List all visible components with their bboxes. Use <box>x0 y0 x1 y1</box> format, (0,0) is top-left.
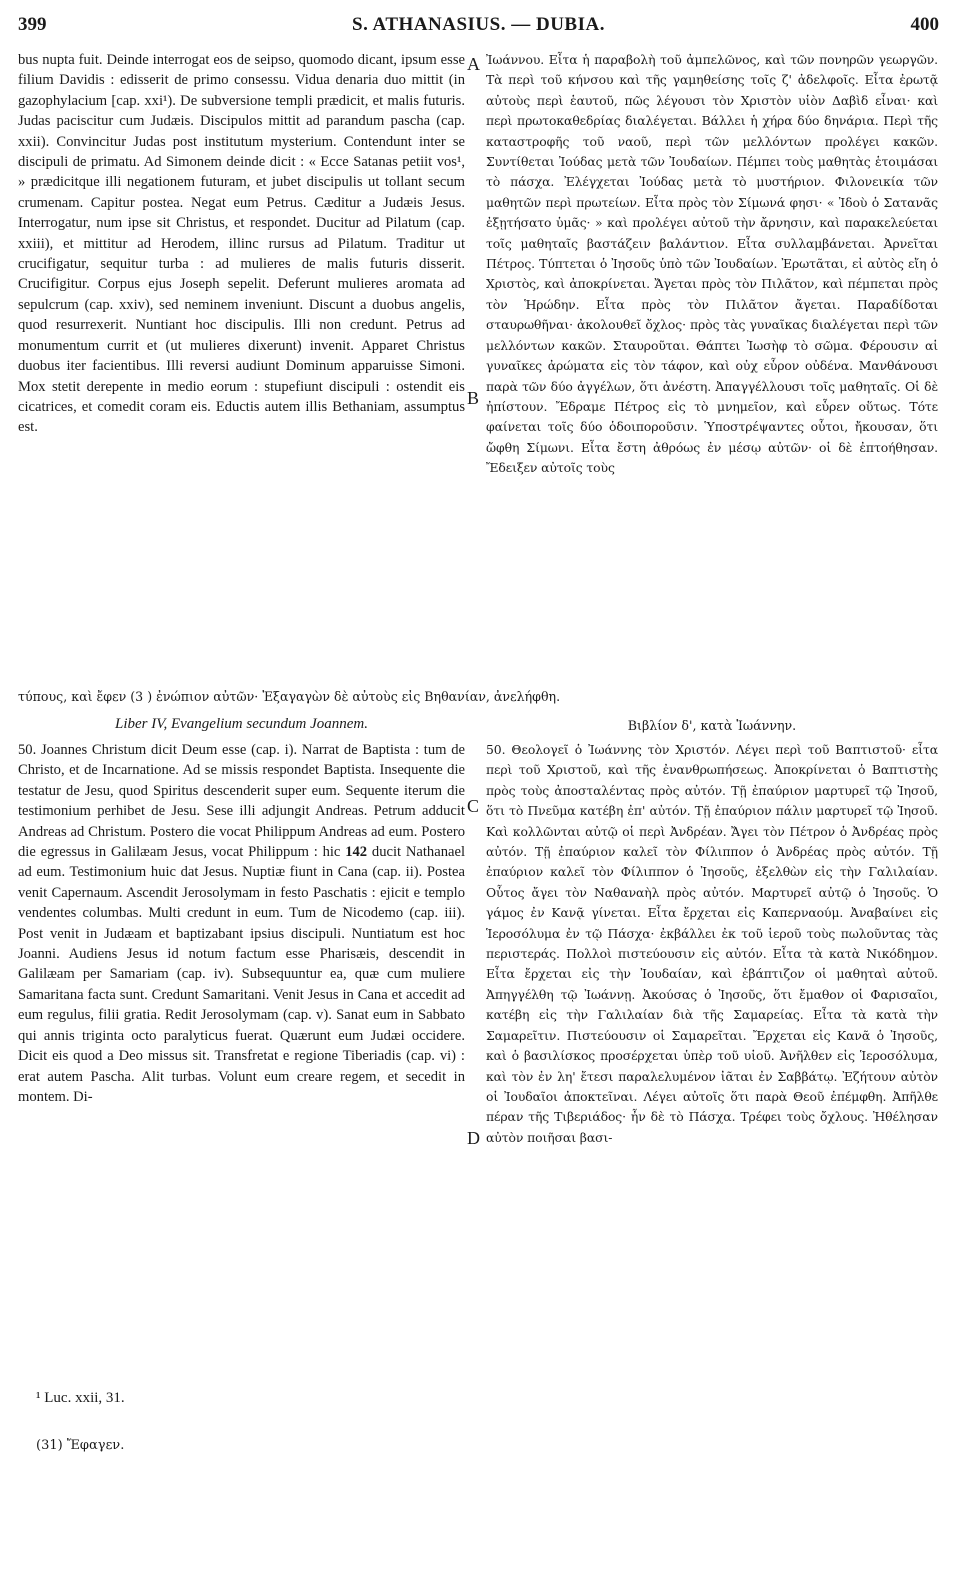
book-heading-greek: Βιβλίον δ', κατὰ Ἰωάννην. <box>627 718 797 733</box>
greek-paragraph-top: Ἰωάννου. Εἶτα ἡ παραβολὴ τοῦ ἀμπελῶνος, καὶ τῶν πονηρῶν γεωργῶν. Τὰ περὶ τοῦ κήνσου καὶ τῆς γαμηθείσης τοῖς ζ' ἀδελφοῖς. Εἶτα ἐρωτᾷ αὐτοὺς περὶ ἑαυτοῦ, πῶς λέγουσι τὸν Χριστὸν υἱὸν Δαβὶδ εἶναι· καὶ περὶ πρωτοκαθεδρίας διαλέγεται. Βάλλει ἡ χήρα δύο δηνάρια. Περὶ τῆς καταστροφῆς τοῦ ναοῦ, περὶ τῶν μελλόντων προλέγει κακῶν. Συντίθεται Ἰούδας μετὰ τῶν Ἰουδαίων. Πέμπει τοὺς μαθητὰς ἑτοιμάσαι τὸ πάσχα. Ἐλέγχεται Ἰούδας μετὰ τὸ μυστήριον. Φιλονεικία τῶν μαθητῶν περὶ πρωτείων. Εἶτα πρὸς τὸν Σίμωνά φησι· « Ἰδοὺ ὁ Σατανᾶς ἐξῃτήσατο ὑμᾶς· » καὶ προλέγει αὐτοῦ τὴν ἄρνησιν, καὶ παρακελεύεται τοῖς μαθηταῖς βαστάζειν βαλάντιον. Εἶτα συλλαμβάνεται. Ἀρνεῖται Πέτρος. Τύπτεται ὁ Ἰησοῦς ὑπὸ τῶν Ἰουδαίων. Ἐρωτᾶται, εἰ αὐτὸς εἴη ὁ Χριστὸς, καὶ ἀποκρίνεται. Ἄγεται πρὸς τὸν Πιλᾶτον, καὶ πέμπεται πρὸς τὸν Ἡρώδην. Εἶτα πρὸς τὸν Πιλᾶτον ἄγεται. Παραδίδοται σταυρωθῆναι· ἀκολουθεῖ ὄχλος· πρὸς τὰς γυναῖκας διαλέγεται περὶ τῶν μελλόντων κακῶν. Σταυροῦται. Θάπτει Ἰωσὴφ τὸ σῶμα. Φέρουσιν αἱ γυναῖκες ἀρώματα εἰς τὸν τάφον, καὶ οὐχ εὗρον οὐδένα. Μανθάνουσι παρὰ τῶν δύο ἀγγέλων, ὅτι ἀνέστη. Ἀπαγγέλλουσι τοῖς μαθηταῖς. Οἱ δὲ ἠπίστουν. Ἔδραμε Πέτρος εἰς τὸ μνημεῖον, καὶ εὗρεν οὕτως. Τότε φαίνεται τοῖς δύο ὁδοιποροῦσιν. Ὑποστρέψαντες οὗτοι, ἤκουσαν, ὅτι ὤφθη Σίμωνι. Εἶτα ἔστη ἀθρόως ἐν μέσῳ αὐτῶν· οἱ δὲ ἐπτοήθησαν. Ἔδειξεν αὐτοῖς τοὺς <box>486 52 938 476</box>
footnote-latin: ¹ Luc. xxii, 31. <box>36 1390 125 1406</box>
latin-text-part-b: ducit Nathanael ad eum. Testimonium huic dat Jesus. Nuptiæ fiunt in Cana (cap. ii). Postea venit Capernaum. Ascendit Jerosolymam in festo Paschatis : ejicit e templo vendentes columbas. Multi credunt in eum. Tum de Nicodemo (cap. iii). Post venit in Judæam et baptizabant ipsius discipuli. Nuntiatum est hoc Joanni. Audiens Jesus id notum factum esse Pharisæis, descendit in Galilæam per Samariam (cap. iv). Subsequuntur ea, quæ cum muliere Samaritana facta sunt. Credunt Samaritani. Venit Jesus in Cana et accedit ad eum regulus, filii gratia. Redit Jerosolymam (cap. v). Sanat eum in Sabbato qui annis triginta octo paralyticus fuerat. Quærunt eum Judæi occidere. Dicit eis quod a Deo missus sit. Transfretat e regione Tiberiadis (cap. vi) : erat autem Pascha. Alit turbas. Volunt eum creare regem, et secedit in montem. Di- <box>18 844 466 1105</box>
margin-letter-d: D <box>467 1128 480 1148</box>
footnote-greek: (31) Ἔφαγεν. <box>36 1438 125 1453</box>
margin-letter-c: C <box>467 796 480 816</box>
latin-text-part-a: 50. Joannes Christum dicit Deum esse (cap. i). Narrat de Baptista : tum de Christo, et de Incarnatione. Ad se missis respondet Baptista. Insequente die testatur de Jesu, quod Spiritus descenderit super eum. Sequente iterum die testimonium perhibet de Jesu. Sese illi adjungit Andreas. Petrum adducit Andreas ad Christum. Postero die vocat Philippum Andreas ad eum. Postero die egressus in Galilæam Jesus, vocat Philippum : hic <box>18 742 465 861</box>
latin-paragraph-bottom <box>18 740 465 1107</box>
book-heading-latin: Liber IV, Evangelium secundum Joannem. <box>114 716 368 732</box>
page-number-right: 400 <box>910 14 939 35</box>
latin-column-top <box>18 50 465 438</box>
margin-letter-a: A <box>467 54 480 74</box>
page-header <box>18 14 939 44</box>
spanning-greek-line: τύπους, καὶ ἔφεν (3 ) ἐνώπιον αὐτῶν· Ἐξαγαγὼν δὲ αὐτοὺς εἰς Βηθανίαν, ἀνελήφθη. <box>18 689 561 704</box>
column-number: 142 <box>345 844 368 861</box>
page-number-left: 399 <box>18 14 47 35</box>
greek-paragraph-bottom: 50. Θεολογεῖ ὁ Ἰωάννης τὸν Χριστόν. Λέγει περὶ τοῦ Βαπτιστοῦ· εἶτα περὶ τοῦ Χριστοῦ, καὶ τῆς ἐνανθρωπήσεως. Ἀποκρίνεται ὁ Βαπτιστὴς πρὸς τοὺς ἀποσταλέντας πρὸς αὐτόν. Τῇ ἐπαύριον μαρτυρεῖ τῷ Ἰησοῦ, ὅτι τὸ Πνεῦμα κατέβη ἐπ' αὐτόν. Τῇ ἐπαύριον πάλιν μαρτυρεῖ τῷ Ἰησοῦ. Καὶ κολλῶνται αὐτῷ οἱ περὶ Ἀνδρέαν. Ἄγει τὸν Πέτρον ὁ Ἀνδρέας πρὸς αὐτόν. Τῇ ἐπαύριον καλεῖ τὸν Φίλιππον ὁ Ἀνδρέας πρὸς αὐτόν. Τῇ ἐπαύριον καλεῖ τὸν Φίλιππον ὁ Ἰησοῦς, ἐξελθὼν εἰς τὴν Γαλιλαίαν. Οὗτος ἄγει τὸν Ναθαναὴλ πρὸς αὐτόν. Μαρτυρεῖ αὐτῷ ὁ Ἰησοῦς. Ὁ γάμος ἐν Κανᾷ γίνεται. Εἶτα ἔρχεται εἰς Καπερναούμ. Ἀναβαίνει εἰς Ἱεροσόλυμα ἐν τῷ Πάσχα· ἐκβάλλει ἐκ τοῦ ἱεροῦ τοὺς πωλοῦντας τὰς περιστεράς. Πολλοὶ πιστεύουσιν εἰς αὐτόν. Εἶτα τὰ κατὰ Νικόδημον. Εἶτα ἔρχεται εἰς τὴν Ἰουδαίαν, καὶ ἐβάπτιζον οἱ μαθηταὶ αὐτοῦ. Ἀπηγγέλθη τῷ Ἰωάννῃ. Ἀκούσας ὁ Ἰησοῦς, ὅτι ἔμαθον οἱ Φαρισαῖοι, κατέβη εἰς τὴν Γαλιλαίαν διὰ τῆς Σαμαρείας. Εἶτα τὰ κατὰ τὴν Σαμαρεῖτιν. Πιστεύουσιν οἱ Σαμαρεῖται. Ἔρχεται εἰς Κανᾶ ὁ Ἰησοῦς, καὶ ὁ βασιλίσκος προσέρχεται ὑπὲρ τοῦ υἱοῦ. Ἀνῆλθεν εἰς Ἱεροσόλυμα, καὶ τὸν ἐν λη' ἔτεσι παραλελυμένον ἰᾶται ἐν Σαββάτῳ. Ἐζήτουν αὐτὸν οἱ Ἰουδαῖοι ἀποκτεῖναι. Λέγει αὐτοῖς ὅτι παρὰ Θεοῦ ἐπέμφθη. Ἀπῆλθε πέραν τῆς Τιβεριάδος· ἦν δὲ τὸ Πάσχα. Τρέφει τοὺς ὄχλους. Ἠθέλησαν αὐτὸν ποιῆσαι βασι- <box>486 742 938 1145</box>
greek-column-top <box>486 50 938 479</box>
greek-column-bottom <box>486 740 938 1148</box>
latin-paragraph-top: bus nupta fuit. Deinde interrogat eos de seipso, quomodo dicant, ipsum esse filium Davidis : edisserit de primo consessu. Vidua denaria duo mittit (in gazophylacium [cap. xxi¹). De subversione templi prædicit, et malis futuris. Judas paciscitur cum Judæis. Discipulos mittit ad parandum pascha (cap. xxii). Convincitur Judas post institutum mysterium. Contendunt inter se discipuli de primatu. Ad Simonem deinde dicit : « Ecce Satanas petiit vos¹, » prædicitque illi negationem futuram, et jubet discipulis ut tollant secum crumenam. Capitur postea. Negat eum Petrus. Cæditur a Judæis Jesus. Interrogatur, num ipse sit Christus, et respondet. Ducitur ad Pilatum (cap. xxiii), et mittitur ad Herodem, illinc rursus ad Pilatum. Traditur ut crucifigatur, sequitur turba : ad mulieres de malis futuris disserit. Crucifigitur. Corpus ejus Joseph sepelit. Deferunt mulieres aromata ad sepulcrum (cap. xxiv), sed neminem inveniunt. Discunt a duobus angelis, quod resurrexerit. Nuntiant hoc discipulis. Illi non credunt. Petrus ad monumentum currit et (ut mulieres dixerunt) invenit. Apparet Christus duobus iter facientibus. Illi reversi audiunt Dominum apparuisse Simoni. Mox stetit derepente in medio eorum : stupefiunt discipuli : ostendit eis cicatrices, et comedit coram eis. Eductis autem illis Bethaniam, assumptus est. <box>18 52 465 436</box>
latin-column-bottom <box>18 740 465 1107</box>
running-title: S. ATHANASIUS. — DUBIA. <box>352 14 605 35</box>
margin-letter-b: B <box>467 388 480 408</box>
